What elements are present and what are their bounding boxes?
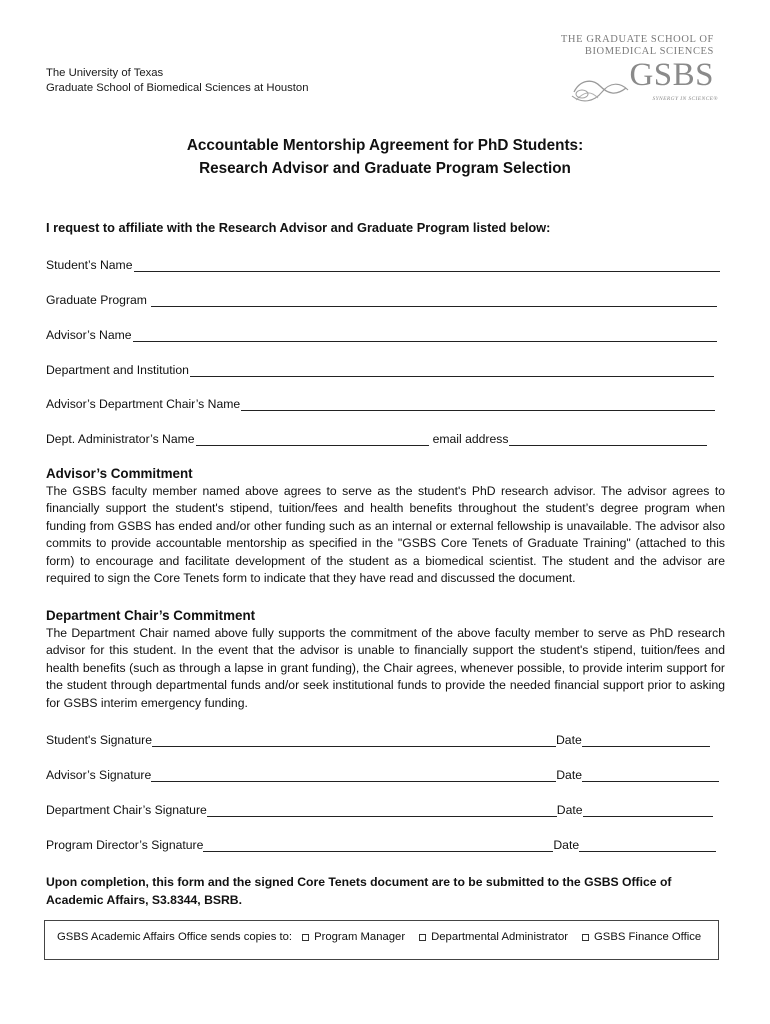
form-title-line-1: Accountable Mentorship Agreement for PhD Students: xyxy=(186,137,584,154)
logo-line-1: THE GRADUATE SCHOOL OF xyxy=(560,34,714,45)
student-signature-line[interactable] xyxy=(152,733,556,747)
director-signature-label: Program Director’s Signature xyxy=(46,838,204,852)
chair-signature-label: Department Chair’s Signature xyxy=(46,803,207,817)
email-label: email address xyxy=(432,432,509,446)
graduate-program-line[interactable] xyxy=(151,293,717,307)
director-date-line[interactable] xyxy=(579,838,716,852)
advisor-name-line[interactable] xyxy=(133,328,717,342)
finance-office-option[interactable] xyxy=(582,931,701,943)
student-name-field[interactable] xyxy=(46,258,720,272)
advisor-name-field[interactable] xyxy=(46,328,717,342)
advisor-date-line[interactable] xyxy=(582,768,719,782)
gsbs-logo-text xyxy=(561,34,714,58)
institution-line-1: The University of Texas xyxy=(46,67,164,79)
program-manager-label: Program Manager xyxy=(314,931,406,943)
student-name-line[interactable] xyxy=(134,258,720,272)
advisor-signature-row[interactable] xyxy=(46,768,719,782)
advisor-signature-line[interactable] xyxy=(151,768,556,782)
dept-chair-label: Advisor’s Department Chair’s Name xyxy=(46,397,241,411)
chair-signature-line[interactable] xyxy=(207,803,557,817)
dept-administrator-field[interactable] xyxy=(46,432,707,446)
chair-date-line[interactable] xyxy=(583,803,713,817)
chair-commitment-body: The Department Chair named above fully supports the commitment of the above faculty member to serve as PhD research advisor for this student. In the event that the advisor is unable to financially support the student's stipend, tuition/fees and health benefits (such as through a lapse in grant funding), the Chair agrees, whenever possible, to provide interim support for the student through departmental funds and/or seek institutional funds to provide the needed financial support prior to asking for GSBS interim emergency funding. xyxy=(46,626,725,710)
dept-administrator-line[interactable] xyxy=(196,432,429,446)
student-signature-row[interactable] xyxy=(46,733,710,747)
department-institution-label: Department and Institution xyxy=(46,363,189,377)
director-date-label: Date xyxy=(553,838,580,852)
advisor-signature-label: Advisor’s Signature xyxy=(46,768,152,782)
institution-name xyxy=(46,66,309,96)
submission-instructions: Upon completion, this form and the signed Core Tenets document are to be submitted to the GSBS Office of Academic Affairs, S3.8344, BSRB. xyxy=(46,875,672,907)
advisor-name-label: Advisor’s Name xyxy=(46,328,132,342)
departmental-administrator-checkbox[interactable] xyxy=(419,934,426,941)
dept-chair-line[interactable] xyxy=(241,397,715,411)
advisor-commitment-section xyxy=(46,465,725,587)
dept-administrator-label: Dept. Administrator’s Name xyxy=(46,432,195,446)
program-manager-checkbox[interactable] xyxy=(302,934,309,941)
intro-statement: I request to affiliate with the Research Advisor and Graduate Program listed below: xyxy=(46,220,551,235)
department-institution-line[interactable] xyxy=(190,363,714,377)
dept-chair-field[interactable] xyxy=(46,397,715,411)
advisor-commitment-heading: Advisor’s Commitment xyxy=(46,466,193,481)
email-line[interactable] xyxy=(509,432,707,446)
finance-office-checkbox[interactable] xyxy=(582,934,589,941)
graduate-program-label: Graduate Program xyxy=(46,293,147,307)
student-name-label: Student’s Name xyxy=(46,258,133,272)
copies-label: GSBS Academic Affairs Office sends copies to: xyxy=(57,931,293,943)
chair-commitment-heading: Department Chair’s Commitment xyxy=(46,608,256,623)
finance-office-label: GSBS Finance Office xyxy=(594,931,702,943)
student-date-label: Date xyxy=(556,733,582,747)
advisor-date-label: Date xyxy=(556,768,582,782)
chair-commitment-section xyxy=(46,607,725,712)
gsbs-logo-tagline: SYNERGY IN SCIENCE® xyxy=(652,96,718,102)
chair-signature-row[interactable] xyxy=(46,803,713,817)
director-signature-row[interactable] xyxy=(46,838,716,852)
director-signature-line[interactable] xyxy=(203,838,553,852)
gsbs-swirl-icon xyxy=(570,74,630,108)
chair-date-label: Date xyxy=(556,803,583,817)
departmental-administrator-option[interactable] xyxy=(419,931,568,943)
logo-line-2: BIOMEDICAL SCIENCES xyxy=(584,46,714,57)
student-signature-label: Student's Signature xyxy=(46,733,152,747)
copies-box xyxy=(44,920,719,960)
copies-row xyxy=(57,931,701,943)
gsbs-logo-mark: GSBS xyxy=(629,57,714,93)
advisor-commitment-body: The GSBS faculty member named above agrees to serve as the student's PhD research advisor. The advisor agrees to financially support the student's stipend, tuition/fees and health benefits throughout the student’s degree program when funding from GSBS has ended and/or other funding such as an internal or external fellowship is unavailable. The advisor also commits to provide accountable mentorship as specified in the "GSBS Core Tenets of Graduate Training" (attached to this form) to encourage and facilitate development of the student as a biomedical scientist. The student and the advisor are required to sign the Core Tenets form to indicate that they have read and discussed the document. xyxy=(46,484,725,586)
graduate-program-field[interactable] xyxy=(46,293,717,307)
student-date-line[interactable] xyxy=(582,733,710,747)
departmental-administrator-label: Departmental Administrator xyxy=(431,931,568,943)
department-institution-field[interactable] xyxy=(46,363,714,377)
institution-line-2: Graduate School of Biomedical Sciences at Houston xyxy=(46,82,309,94)
form-title-line-2: Research Advisor and Graduate Program Selection xyxy=(199,160,571,177)
program-manager-option[interactable] xyxy=(302,931,405,943)
